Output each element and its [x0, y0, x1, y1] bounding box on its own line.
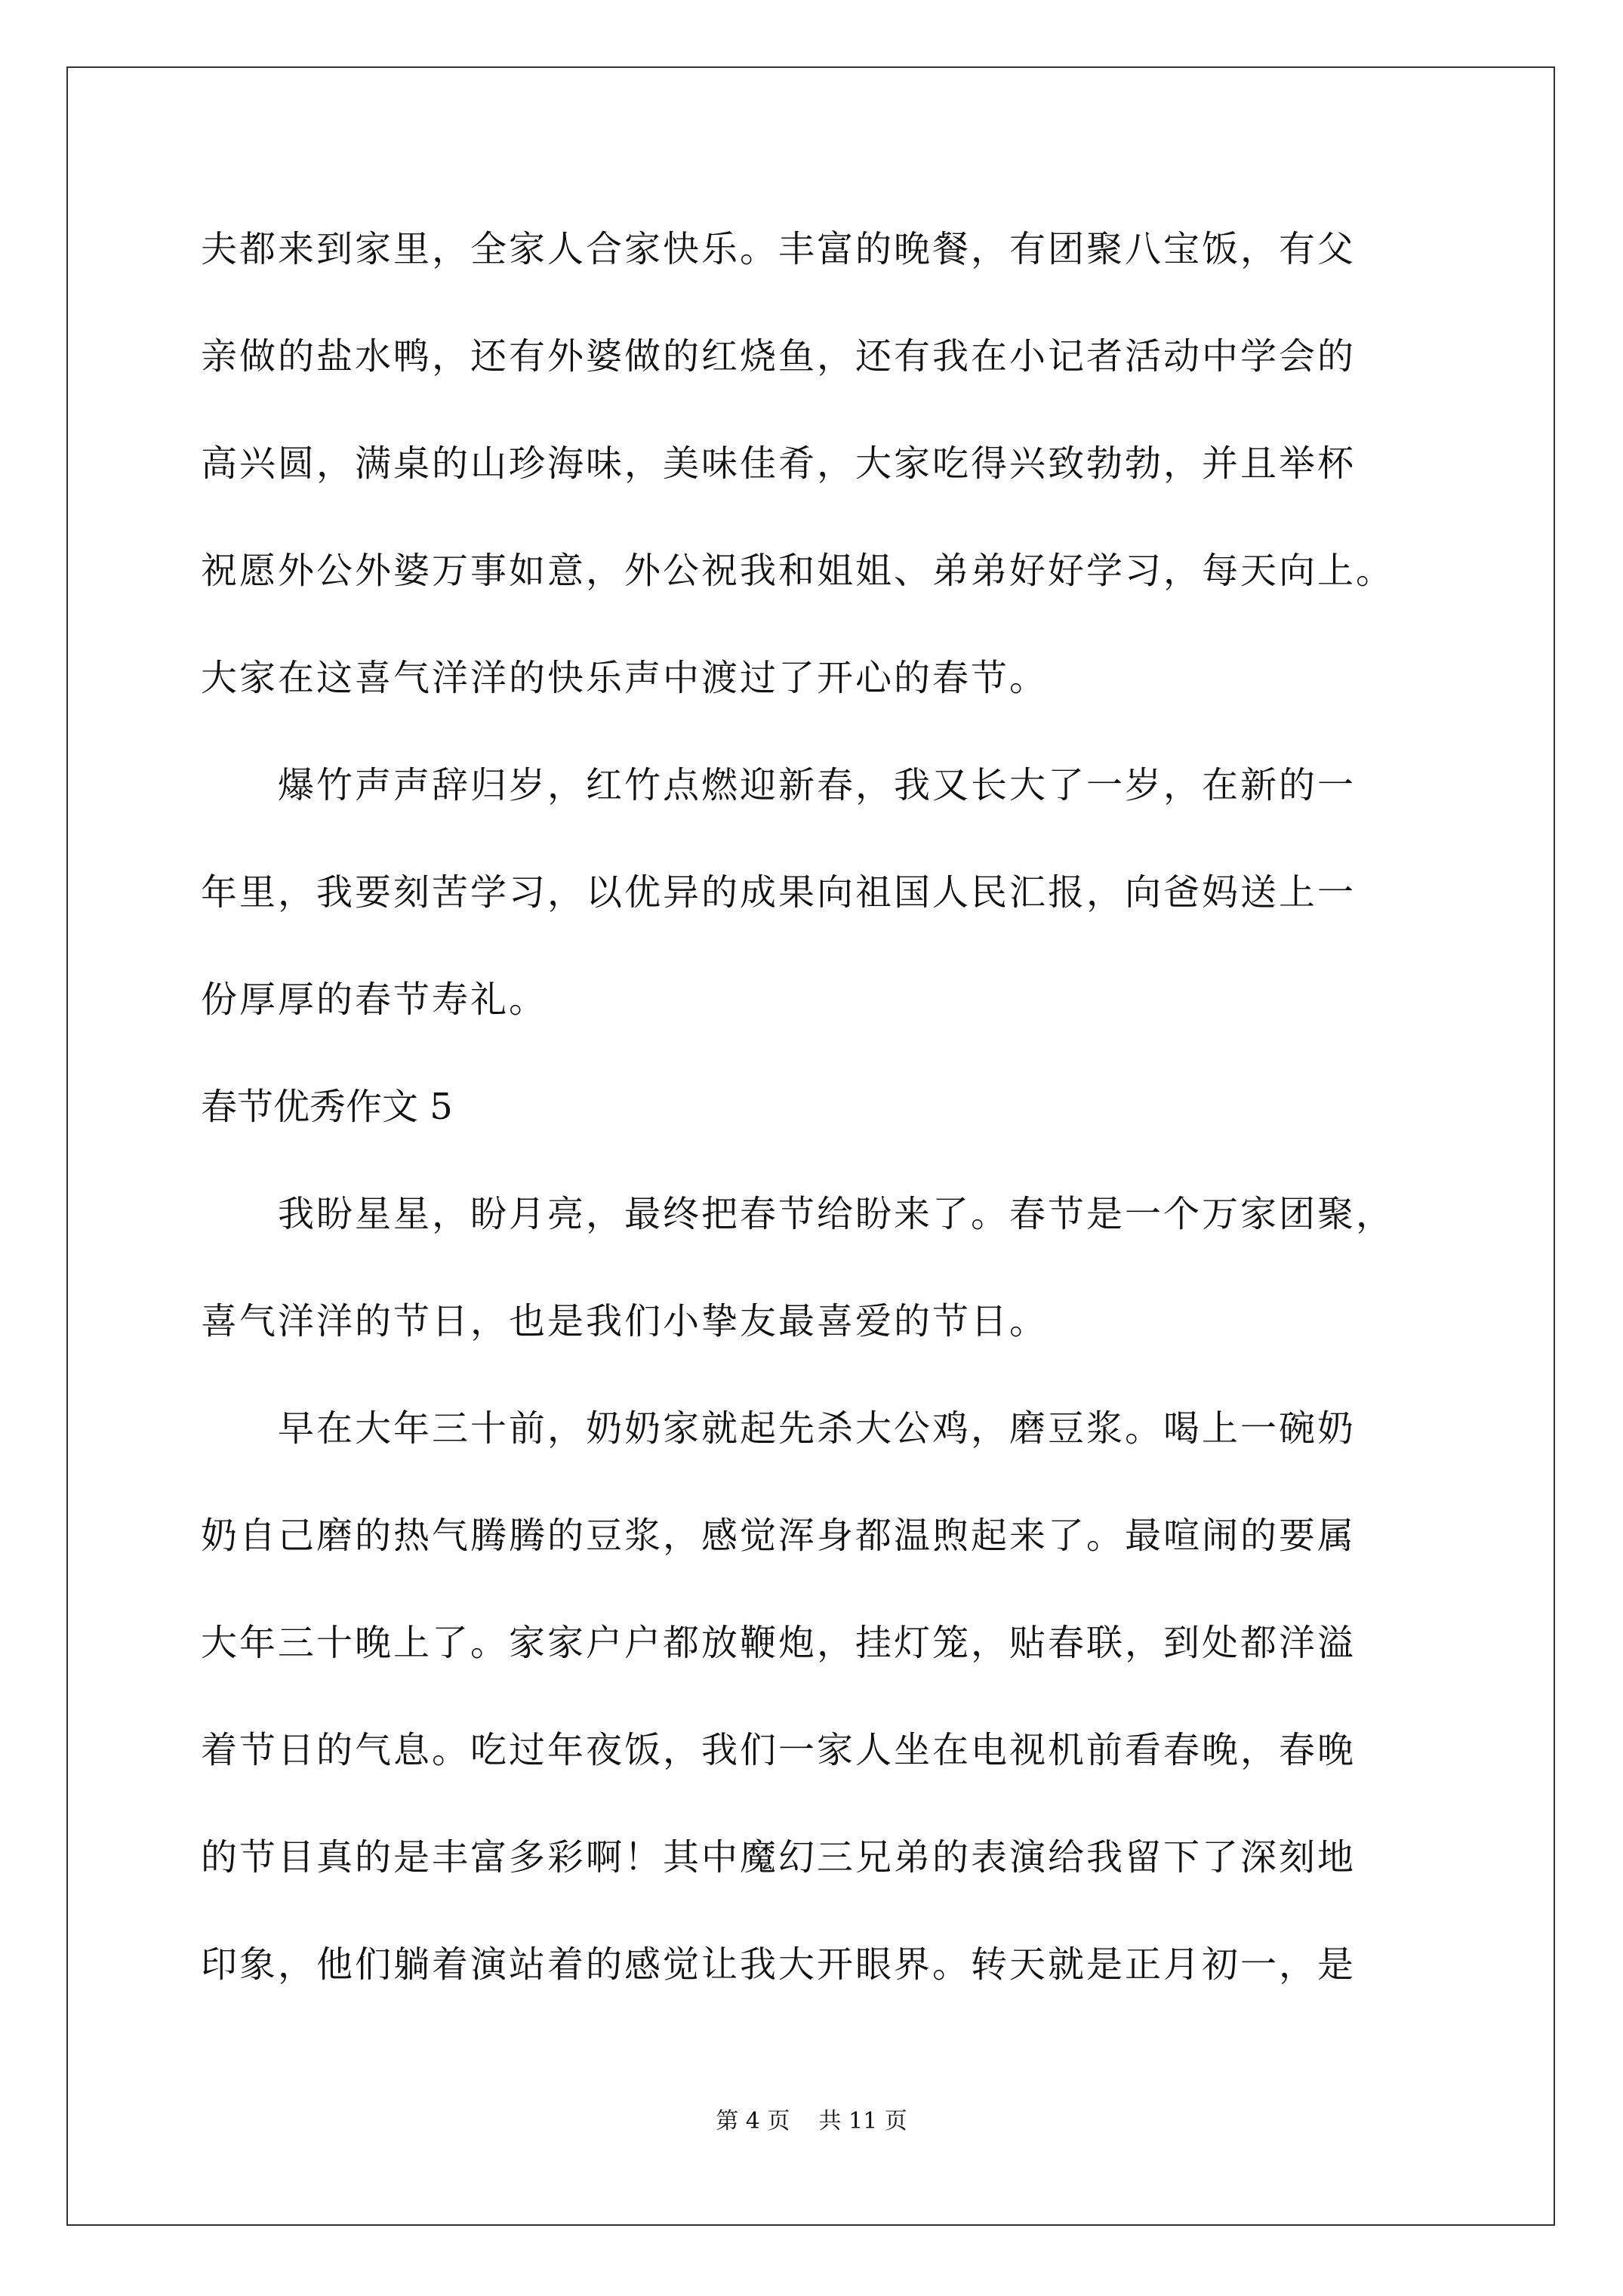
paragraph-line: 着节日的气息。吃过年夜饭，我们一家人坐在电视机前看春晚，春晚 — [201, 1729, 1357, 1771]
paragraph-line: 爆竹声声辞归岁，红竹点燃迎新春，我又长大了一岁，在新的一 — [278, 764, 1357, 806]
paragraph-line: 喜气洋洋的节日，也是我们小挚友最喜爱的节日。 — [201, 1300, 1049, 1342]
paragraph-line: 年里，我要刻苦学习，以优异的成果向祖国人民汇报，向爸妈送上一 — [201, 871, 1357, 914]
paragraph-line: 夫都来到家里，全家人合家快乐。丰富的晚餐，有团聚八宝饭，有父 — [201, 228, 1357, 270]
section-heading: 春节优秀作文 5 — [201, 1086, 453, 1128]
paragraph-line: 高兴圆，满桌的山珍海味，美味佳肴，大家吃得兴致勃勃，并且举杯 — [201, 442, 1357, 485]
paragraph-line: 我盼星星，盼月亮，最终把春节给盼来了。春节是一个万家团聚， — [278, 1193, 1395, 1235]
paragraph-line: 祝愿外公外婆万事如意，外公祝我和姐姐、弟弟好好学习，每天向上。 — [201, 550, 1395, 592]
paragraph-line: 的节目真的是丰富多彩啊！其中魔幻三兄弟的表演给我留下了深刻地 — [201, 1836, 1357, 1878]
paragraph-line: 亲做的盐水鸭，还有外婆做的红烧鱼，还有我在小记者活动中学会的 — [201, 335, 1357, 378]
paragraph-line: 大年三十晚上了。家家户户都放鞭炮，挂灯笼，贴春联，到处都洋溢 — [201, 1622, 1357, 1664]
paragraph-line: 大家在这喜气洋洋的快乐声中渡过了开心的春节。 — [201, 657, 1049, 699]
page-number-footer: 第 4 页 共 11 页 — [716, 2108, 907, 2134]
paragraph-line: 早在大年三十前，奶奶家就起先杀大公鸡，磨豆浆。喝上一碗奶 — [278, 1407, 1357, 1450]
paragraph-line: 印象，他们躺着演站着的感觉让我大开眼界。转天就是正月初一，是 — [201, 1943, 1357, 1986]
paragraph-line: 奶自己磨的热气腾腾的豆浆，感觉浑身都温煦起来了。最喧闹的要属 — [201, 1515, 1357, 1557]
page-frame — [66, 66, 1555, 2226]
paragraph-line: 份厚厚的春节寿礼。 — [201, 978, 548, 1021]
